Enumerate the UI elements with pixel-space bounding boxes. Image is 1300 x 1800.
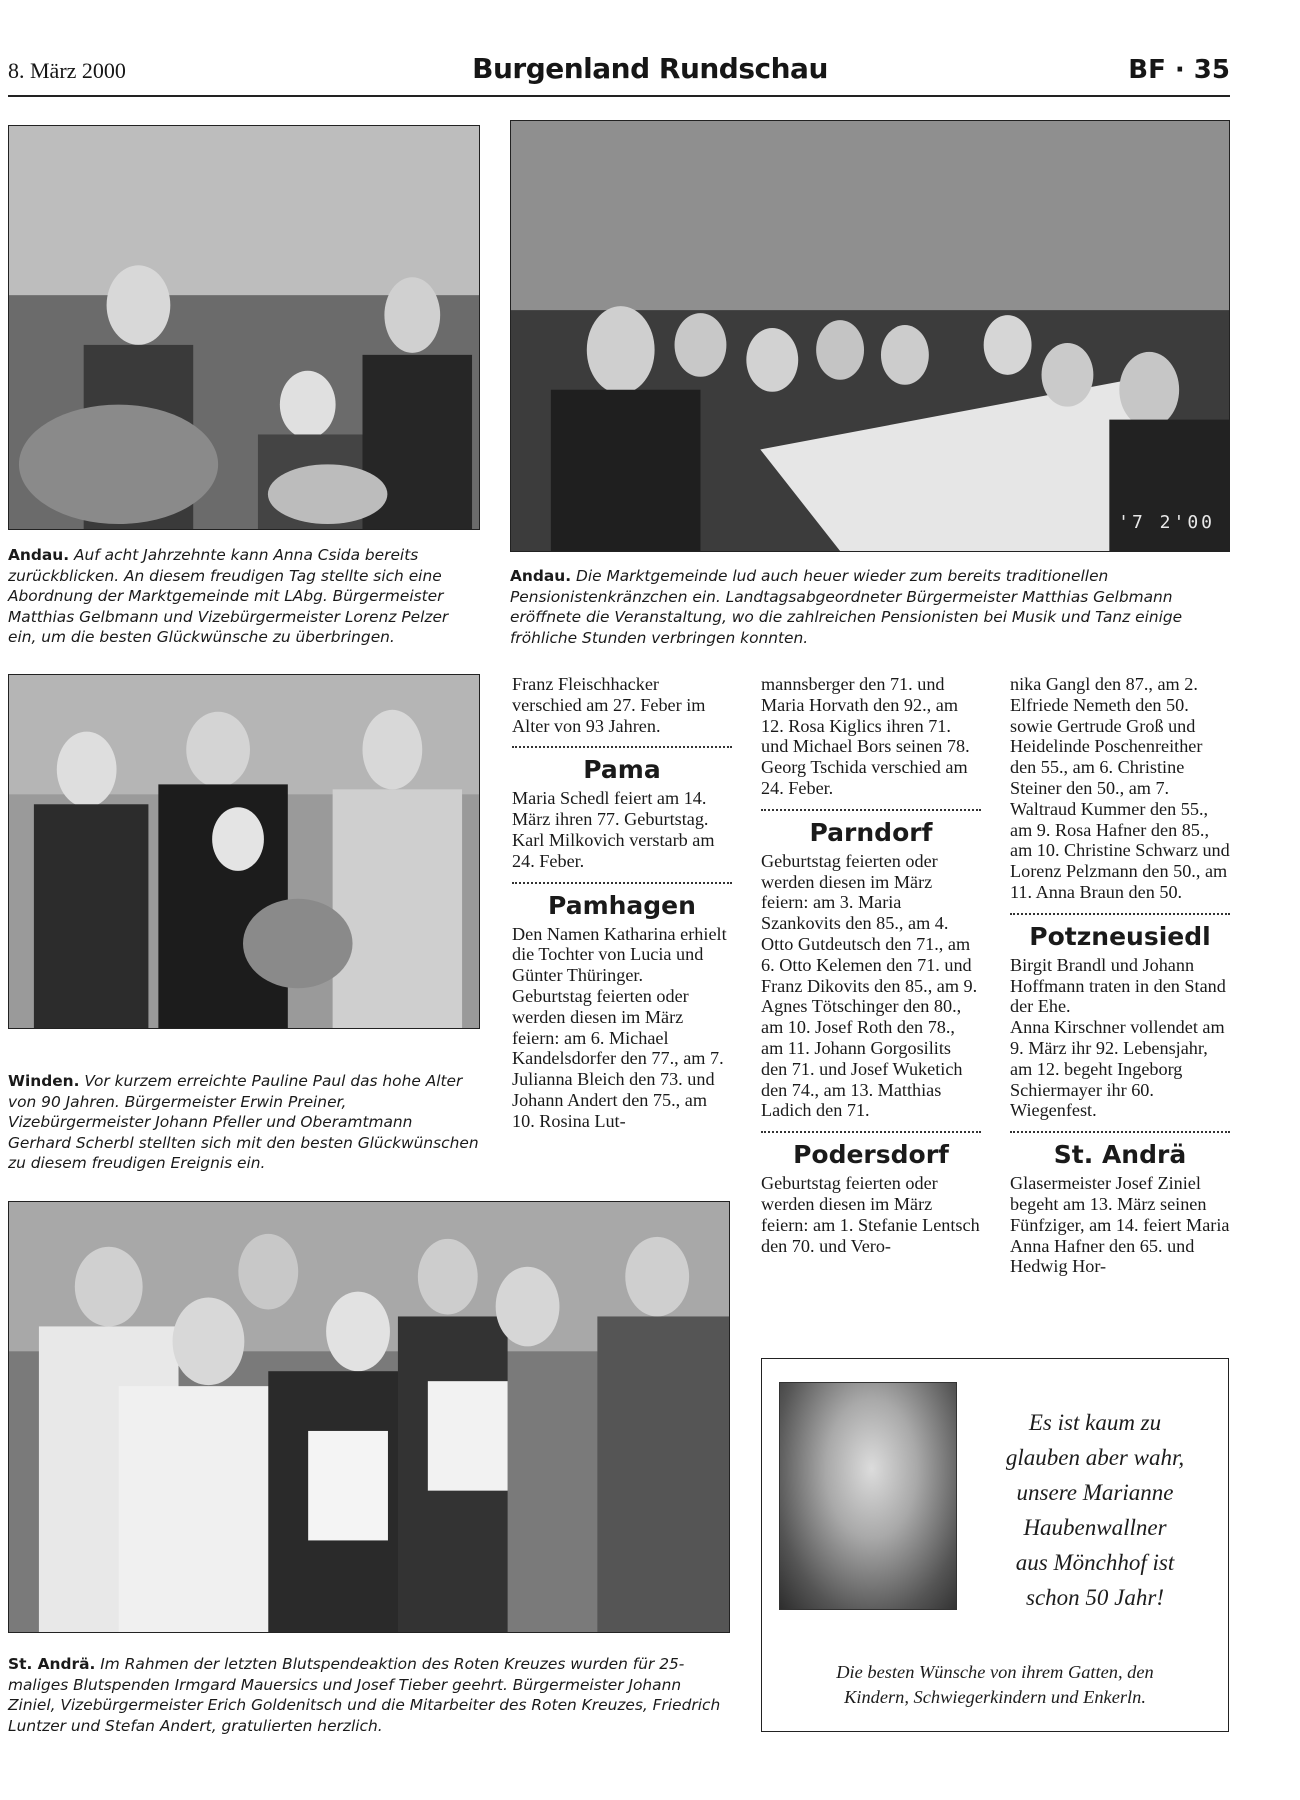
section-divider xyxy=(761,809,981,811)
greeting-ad-wish-line: Kindern, Schwiegerkindern und Enkerln. xyxy=(844,1687,1146,1707)
greeting-ad-line: glauben aber wahr, xyxy=(1005,1445,1185,1470)
issue-date: 8. März 2000 xyxy=(8,58,126,83)
article-paragraph: Georg Tschida verschied am 24. Feber. xyxy=(761,757,968,798)
caption-text: Die Marktgemeinde lud auch heuer wieder zum bereits traditionellen Pensionistenkränzchen ein. Landtagsabgeordneter Bürgermeister Matthias Gelbmann eröffnete die Veranstaltung, wo die zahlreichen Pensionisten bei Musik und Tanz einige fröhliche Stunden verbringen konnten. xyxy=(510,567,1183,647)
article-paragraph: Glasermeister Josef Ziniel begeht am 13. März seinen Fünfziger, am 14. feiert Maria Anna Hafner den 65. und Hedwig Hor- xyxy=(1010,1173,1230,1277)
section-divider xyxy=(512,746,732,748)
andau-csida-caption xyxy=(8,545,480,648)
caption-place: Andau. xyxy=(8,546,70,564)
section-heading-podersdorf: Podersdorf xyxy=(793,1140,949,1170)
article-column-1 xyxy=(512,674,732,1132)
section-divider xyxy=(761,1131,981,1133)
andau-pensionisten-photo xyxy=(510,120,1230,552)
greeting-ad-message xyxy=(970,1405,1220,1615)
header-rule xyxy=(8,95,1230,97)
article-column-2 xyxy=(761,674,981,1256)
article-column-3 xyxy=(1010,674,1230,1277)
article-paragraph: Den Namen Katharina erhielt die Tochter von Lucia und Günter Thüringer. xyxy=(512,923,727,986)
article-paragraph: mannsberger den 71. und Maria Horvath den 92., am 12. Rosa Kiglics ihren 71. und Michael Bors seinen 78. xyxy=(761,674,970,757)
article-paragraph: Karl Milkovich verstarb am 24. Feber. xyxy=(512,829,715,871)
andau-csida-photo xyxy=(8,125,480,530)
page-number: BF · 35 xyxy=(1128,55,1230,85)
greeting-ad-line: Haubenwallner xyxy=(1023,1515,1167,1540)
photo-date-stamp: '7 2'00 xyxy=(1118,512,1215,533)
caption-text: Vor kurzem erreichte Pauline Paul das hohe Alter von 90 Jahren. Bürgermeister Erwin Preiner, Vizebürgermeister Johann Pfeller und Oberamtmann Gerhard Scherbl stellten sich mit den besten Glückwünschen zu diesem freudigen Ereignis ein. xyxy=(8,1072,479,1172)
article-paragraph: Franz Fleischhacker verschied am 27. Feber im Alter von 93 Jahren. xyxy=(512,674,706,736)
section-divider xyxy=(512,882,732,884)
newspaper-title: Burgenland Rundschau xyxy=(472,52,828,85)
article-paragraph: Birgit Brandl und Johann Hoffmann traten in den Stand der Ehe. xyxy=(1010,954,1226,1017)
winden-caption xyxy=(8,1071,480,1174)
greeting-ad-line: Es ist kaum zu xyxy=(1028,1410,1162,1435)
andau-pensionisten-caption xyxy=(510,566,1230,648)
section-heading-pamhagen: Pamhagen xyxy=(548,890,696,920)
st-andrae-photo xyxy=(8,1201,730,1633)
article-paragraph: Anna Kirschner vollendet am 9. März ihr 92. Lebensjahr, am 12. begeht Ingeborg Schiermayer ihr 60. Wiegenfest. xyxy=(1010,1017,1225,1121)
greeting-ad-line: aus Mönchhof ist xyxy=(1015,1550,1175,1575)
winden-photo xyxy=(8,674,480,1029)
article-paragraph: Geburtstag feierten oder werden diesen im März feiern: am 1. Stefanie Lentsch den 70. und Vero- xyxy=(761,1173,980,1256)
caption-text: Auf acht Jahrzehnte kann Anna Csida bereits zurückblicken. An diesem freudigen Tag stellte sich eine Abordnung der Marktgemeinde mit LAbg. Bürgermeister Matthias Gelbmann und Vizebürgermeister Lorenz Pelzer ein, um die besten Glückwünsche zu überbringen. xyxy=(8,546,449,646)
section-heading-pama: Pama xyxy=(583,755,661,785)
section-heading-potzneusiedl: Potzneusiedl xyxy=(1029,921,1211,951)
caption-text: Im Rahmen der letzten Blutspendeaktion des Roten Kreuzes wurden für 25-maliges Blutspenden Irmgard Mauersics und Josef Tieber geehrt. Bürgermeister Johann Ziniel, Vizebürgermeister Erich Goldenitsch und die Mitarbeiter des Roten Kreuzes, Friedrich Luntzer und Stefan Andert, gratulierten herzlich. xyxy=(8,1655,721,1735)
article-paragraph: nika Gangl den 87., am 2. Elfriede Nemeth den 50. sowie Gertrude Groß und Heidelinde Poschenreither den 55., am 6. Christine Steiner den 50., am 7. Waltraud Kummer den 55., am 9. Rosa Hafner den 85., am 10. Christine Schwarz und Lorenz Pelzmann den 50., am 11. Anna Braun den 50. xyxy=(1010,674,1230,902)
section-heading-st-andrae: St. Andrä xyxy=(1053,1140,1187,1170)
section-divider xyxy=(1010,1131,1230,1133)
greeting-ad-wishes xyxy=(775,1660,1215,1710)
caption-place: St. Andrä. xyxy=(8,1655,96,1673)
greeting-ad-line: unsere Marianne xyxy=(1016,1480,1174,1505)
st-andrae-caption xyxy=(8,1654,730,1736)
section-divider xyxy=(1010,913,1230,915)
greeting-ad-line: schon 50 Jahr! xyxy=(1026,1585,1164,1610)
greeting-ad-wish-line: Die besten Wünsche von ihrem Gatten, den xyxy=(836,1662,1154,1682)
section-heading-parndorf: Parndorf xyxy=(809,817,933,847)
caption-place: Winden. xyxy=(8,1072,80,1090)
caption-place: Andau. xyxy=(510,567,572,585)
article-paragraph: Geburtstag feierten oder werden diesen im März feiern: am 3. Maria Szankovits den 85., am 4. Otto Gutdeutsch den 71., am 6. Otto Kelemen den 71. und Franz Dikovits den 85., am 9. Agnes Tötschinger den 80., am 10. Josef Roth den 78., am 11. Johann Gorgosilits den 71. und Josef Wuketich den 74., am 13. Matthias Ladich den 71. xyxy=(761,850,978,1121)
article-paragraph: Geburtstag feierten oder werden diesen im März feiern: am 6. Michael Kandelsdorfer den 77., am 7. Julianna Bleich den 73. und Johann Andert den 75., am 10. Rosina Lut- xyxy=(512,985,724,1131)
greeting-ad-portrait xyxy=(779,1382,957,1610)
article-paragraph: Maria Schedl feiert am 14. März ihren 77. Geburtstag. xyxy=(512,788,709,830)
